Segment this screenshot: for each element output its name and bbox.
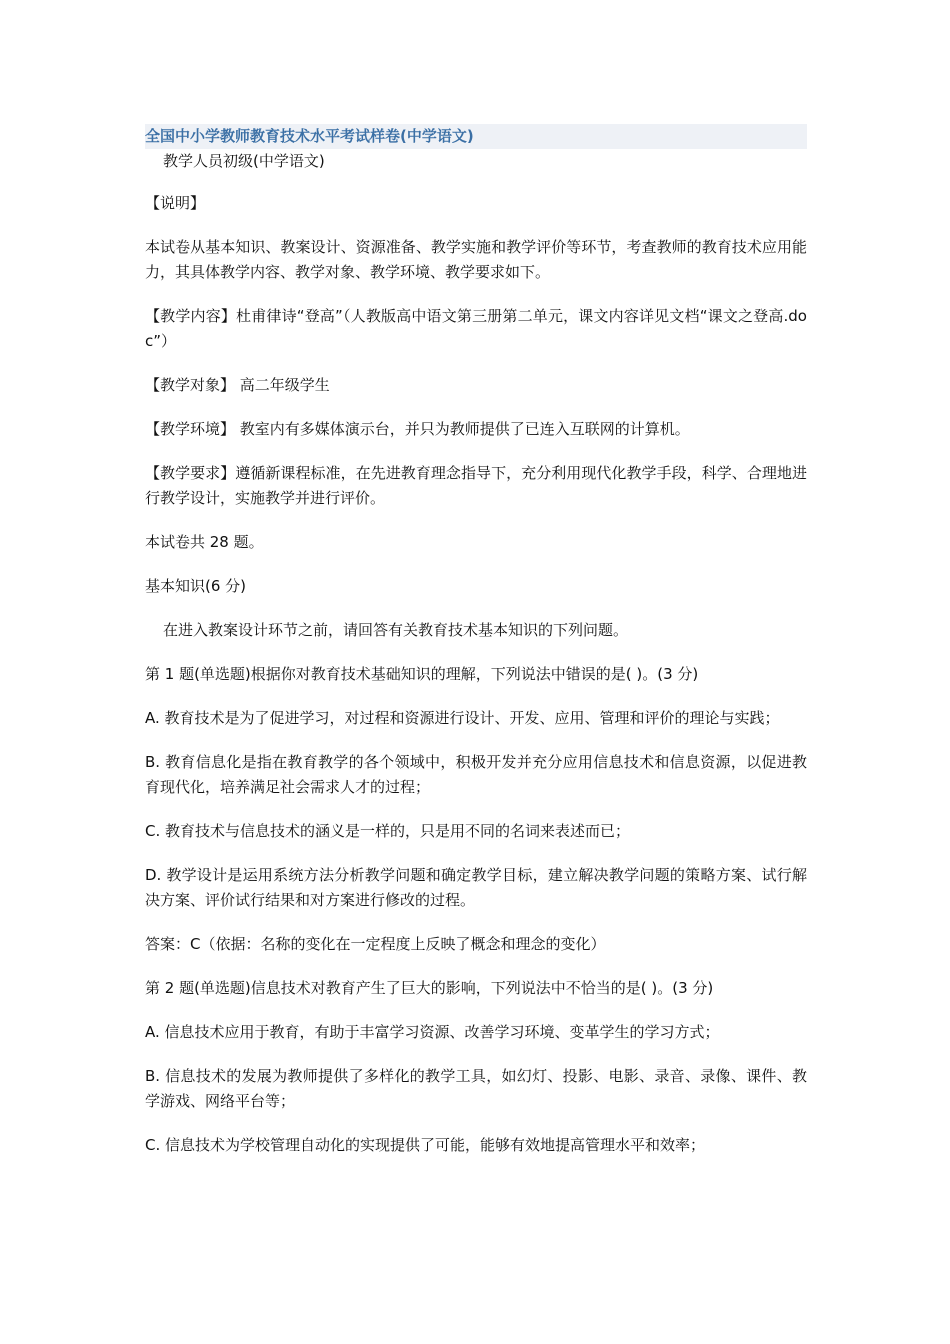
question-1-option-c: C. 教育技术与信息技术的涵义是一样的，只是用不同的名词来表述而已； xyxy=(145,822,631,840)
teaching-environment: 【教学环境】 教室内有多媒体演示台，并只为教师提供了已连入互联网的计算机。 xyxy=(145,420,690,438)
question-1-option-d: D. 教学设计是运用系统方法分析教学问题和确定教学目标，建立解决教学问题的策略方案、试行解决方案、评价试行结果和对方案进行修改的过程。 xyxy=(145,866,807,909)
question-1-stem: 第 1 题(单选题)根据你对教育技术基础知识的理解，下列说法中错误的是( )。(3 分) xyxy=(145,665,699,683)
section-intro: 在进入教案设计环节之前，请回答有关教育技术基本知识的下列问题。 xyxy=(163,621,629,639)
question-1-option-b: B. 教育信息化是指在教育教学的各个领域中，积极开发并充分应用信息技术和信息资源，以促进教育现代化，培养满足社会需求人才的过程； xyxy=(145,753,807,796)
question-2-option-a: A. 信息技术应用于教育，有助于丰富学习资源、改善学习环境、变革学生的学习方式； xyxy=(145,1023,720,1041)
document-title: 全国中小学教师教育技术水平考试样卷(中学语文) xyxy=(145,124,807,149)
teaching-content: 【教学内容】杜甫律诗“登高”（人教版高中语文第三册第二单元，课文内容详见文档“课文之登高.doc”） xyxy=(145,307,807,350)
teaching-target: 【教学对象】 高二年级学生 xyxy=(145,376,330,394)
exam-description: 本试卷从基本知识、教案设计、资源准备、教学实施和教学评价等环节，考查教师的教育技术应用能力，其具体教学内容、教学对象、教学环境、教学要求如下。 xyxy=(145,238,807,281)
section-heading-explanation: 【说明】 xyxy=(145,194,206,212)
teaching-requirements: 【教学要求】遵循新课程标准，在先进教育理念指导下，充分利用现代化教学手段，科学、合理地进行教学设计，实施教学并进行评价。 xyxy=(145,464,807,507)
section-basic-knowledge: 基本知识(6 分) xyxy=(145,577,247,595)
question-2-stem: 第 2 题(单选题)信息技术对教育产生了巨大的影响，下列说法中不恰当的是( )。(3 分) xyxy=(145,979,714,997)
question-2-option-c: C. 信息技术为学校管理自动化的实现提供了可能，能够有效地提高管理水平和效率； xyxy=(145,1136,706,1154)
document-body xyxy=(145,124,807,1177)
question-2-option-b: B. 信息技术的发展为教师提供了多样化的教学工具，如幻灯、投影、电影、录音、录像、课件、教学游戏、网络平台等； xyxy=(145,1067,807,1110)
document-subtitle: 教学人员初级(中学语文) xyxy=(163,152,325,170)
question-1-option-a: A. 教育技术是为了促进学习，对过程和资源进行设计、开发、应用、管理和评价的理论与实践； xyxy=(145,709,780,727)
question-1-answer: 答案：C（依据：名称的变化在一定程度上反映了概念和理念的变化） xyxy=(145,935,606,953)
question-count: 本试卷共 28 题。 xyxy=(145,533,264,551)
